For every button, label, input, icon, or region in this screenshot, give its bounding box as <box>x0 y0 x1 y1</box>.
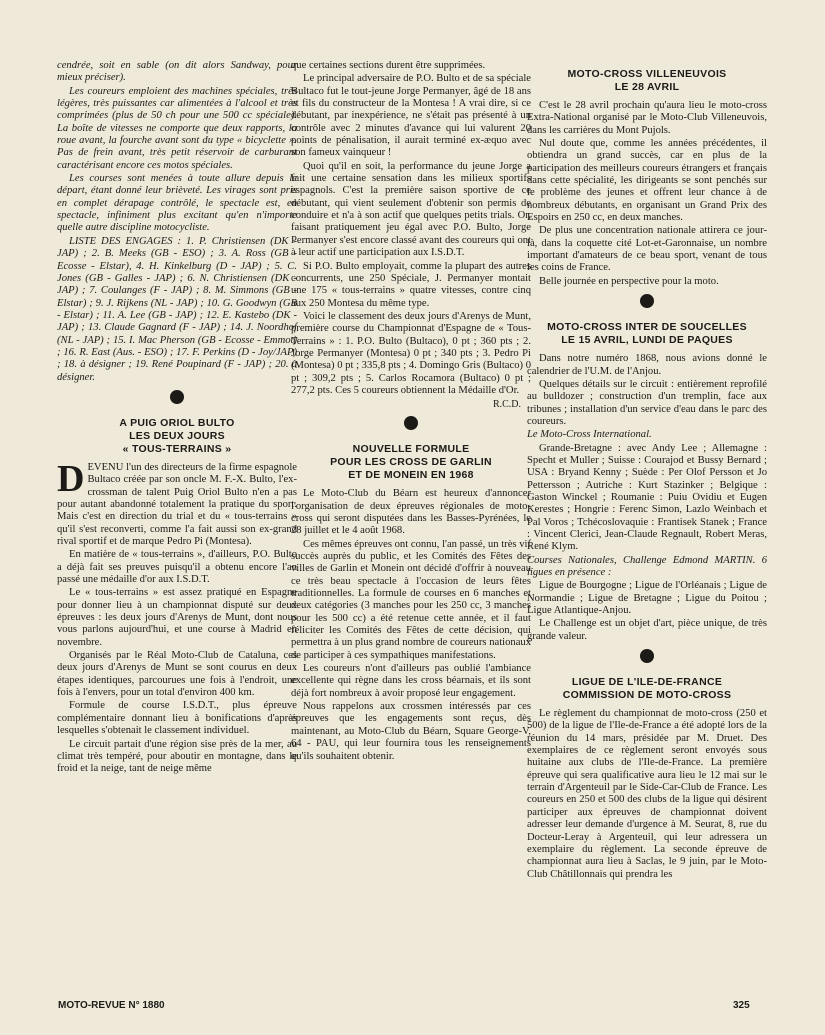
article-title-line: LIGUE DE L'ILE-DE-FRANCE <box>571 676 723 689</box>
body-paragraph: Les coureurs n'ont d'ailleurs pas oublié l'ambiance excellente qui règne dans les cross béarnais, et ils sont déjà fort nombreux à avoir proposé leur engagement. <box>291 663 531 699</box>
body-paragraph: Dans notre numéro 1868, nous avions donné le calendrier de l'U.M. de l'Anjou. <box>527 353 767 377</box>
article-title-line: LE 28 AVRIL <box>614 81 680 93</box>
section-separator-logo <box>527 649 767 668</box>
body-paragraph: que certaines sections durent être supprimées. <box>291 60 486 71</box>
article-title-line: MOTO-CROSS INTER DE SOUCELLES <box>547 321 747 334</box>
body-paragraph: Le règlement du championnat de moto-cross (250 et 500) de la ligue de l'Ile-de-France a été adopté lors de la réunion du 14 mars, présidée par M. Druet. Des exemplaires de ce règlement seront envoyés sous huitaine aux clubs de l'Ile-de-France. La première épreuve qui sera qualificative aura lieu le 12 mai sur le terrain d'Argenteuil par le Side-Car-Club de France. Les coureurs en 250 et 500 des clubs de la ligue qui désirent participer aux épreuves de championnat doivent adresser leur demande d'urgence à M. Seurat, 8, rue du Docteur-Leray à Argenteuil, qui leur adressera un exemplaire du règlement. La seconde épreuve de championnat aura lieu à Saclas, le 9 juin, par le Moto-Club Châtillonnais qui prendra les <box>527 708 767 880</box>
article-title-line: COMMISSION DE MOTO-CROSS <box>562 689 732 702</box>
body-paragraph: Si P.O. Bulto employait, comme la plupart des autres concurrents, une 250 Spéciale, J. Permanyer montait une 175 « tous-terrains » quatre vitesses, contre cinq aux 250 Montesa du même type. <box>291 260 531 309</box>
dropcap-letter: D <box>57 457 85 500</box>
body-paragraph: De plus une concentration nationale attirera ce jour-là, dans la coquette cité Lot-et-Garonnaise, un nombre important d'amateurs de ce beau sport, venant de tous les coins de France. <box>527 225 767 274</box>
body-paragraph: Le « tous-terrains » est assez pratiqué en Espagne pour donner lieu à un championnat disputé sur deux épreuves : les deux jours d'Arenys de Munt, dont nous vous parlons aujourd'hui, et une course à Madrid en novembre. <box>57 587 297 648</box>
subheading: Le Moto-Cross International. <box>527 429 652 441</box>
body-paragraph: Nous rappelons aux crossmen intéressés par ces épreuves que les engagements sont reçus, dès maintenant, au Moto-Club du Béarn, Square George-V, 64 - PAU, qui leur fournira tous les renseignements qu'ils souhaitent obtenir. <box>291 701 531 762</box>
body-paragraph: Le circuit partait d'une région sise près de la mer, au climat très tempéré, pour aboutir en montagne, dans le froid et la neige, tant de neige même <box>57 738 297 775</box>
subheading: Courses Nationales, Challenge Edmond MARTIN. 6 ligues en présence : <box>527 554 767 578</box>
body-paragraph: Formule de course I.S.D.T., plus épreuve complémentaire donnant lieu à bonifications d'après lesquelles s'obtenait le classement individuel. <box>57 700 297 737</box>
intro-paragraph: Les coureurs emploient des machines spéciales, très légères, très puissantes car alimentées à l'alcool et très comprimées (plus de 50 ch pour une 500 cc spéciale). La boîte de vitesses ne comporte que deux rapports, la roue avant, la fourche avant sont du type « bicyclette ». Pas de frein avant, très petit réservoir de carburant caractérisant encore ces motos spéciales. <box>57 85 297 171</box>
body-paragraph: Ligue de Bourgogne ; Ligue de l'Orléanais ; Ligue de Normandie ; Ligue de Bretagne ; Ligue du Poitou ; Ligue Atlantique-Anjou. <box>527 580 767 617</box>
body-paragraph: Quoi qu'il en soit, la performance du jeune Jorge a fait une certaine sensation dans les milieux sportifs espagnols. C'est la première saison sportive de ce débutant, qui vient seulement d'obtenir son permis de conduire et n'a à son actif que quelques petits trials. Or, faisant pratiquement jeu égal avec P.O. Bulto, Jorge Permanyer s'est encore classé avant des coureurs qui ont à leur actif une participation aux I.S.D.T. <box>291 160 531 259</box>
body-paragraph: Organisés par le Réal Moto-Club de Cataluna, ces deux jours d'Arenys de Munt se sont courus en deux étapes identiques, parcourues une fois à l'endroit, une fois à l'envers, pour un total d'environ 400 km. <box>57 650 297 699</box>
column-3 <box>527 68 767 882</box>
body-paragraph: Le Moto-Club du Béarn est heureux d'annoncer l'organisation de deux épreuves régionales de moto-cross qui seront disputées dans les Basses-Pyrénées, le 28 juillet et le 4 août 1968. <box>291 488 531 537</box>
body-paragraph: Quelques détails sur le circuit : entièrement reprofilé au bulldozer ; construction d'un tremplin, face aux tribunes ; installation d'un service d'eau dans le parc des coureurs. <box>527 378 767 427</box>
lead-paragraph: DEVENU l'un des directeurs de la firme espagnole Bultaco créée par son oncle M. F.-X. Bulto, l'ex-crossman de talent Puig Oriol Bulto n'en a pas pour autant abandonné totalement la pratique du sport. Mais c'est en direction du trial et du « tous-terrains » qu'il s'est reconverti, comme l'a fait aussi son ex-grand rival sportif et de marque Pedro Pi (Montesa). <box>57 457 297 547</box>
article-title-line: NOUVELLE FORMULE <box>352 443 470 456</box>
body-paragraph: Ces mêmes épreuves ont connu, l'an passé, un très vif succès auprès du public, et les Comités des Fêtes des villes de Garlin et Monein ont décidé d'offrir à nouveau ce très beau spectacle à l'occasion de leurs fêtes traditionnelles. La formule de courses en 6 manches et deux catégories (3 manches pour les 250 cc, 3 manches pour les 500 cc) a été retenue cette année, et il faut féliciter les Comités des Fêtes de cette décision, qui permettra à un plus grand nombre de coureurs nationaux de participer à ces sympathiques manifestations. <box>291 538 531 661</box>
signature: R.C.D. <box>492 399 521 411</box>
section-separator-logo <box>57 390 297 409</box>
article-title-line: POUR LES CROSS DE GARLIN <box>330 456 492 469</box>
article-title-line: « TOUS-TERRAINS » <box>122 442 232 455</box>
column-1 <box>57 60 297 777</box>
body-paragraph: Grande-Bretagne : avec Andy Lee ; Allemagne : Specht et Muller ; Suisse : Courajod et Bussy Bernard ; USA : Bryand Kenny ; Suède : Per Olof Persson et Jo Pettersson ; Autriche : Kurt Stazinker ; Belgique : Gaston Winckel ; Roumanie : Puiu Ovidiu et Eugen Kerestes ; Hongrie : Ferenc Simon, Lazlo Weinbach et Pal Voros ; Tchécoslovaquie : Frantisek Stanek ; France : Vincent Clerici, Jean-Claude Regnault, Robert Meras, René Klym. <box>527 442 767 553</box>
article-title-line: MOTO-CROSS VILLENEUVOIS <box>567 68 727 80</box>
article-title-line: A PUIG ORIOL BULTO <box>119 416 235 429</box>
body-paragraph: En matière de « tous-terrains », d'ailleurs, P.O. Bulto a déjà fait ses preuves puisqu'il a obtenu encore l'an passé une médaille d'or aux I.S.D.T. <box>57 549 297 586</box>
section-separator-logo <box>291 416 531 435</box>
intro-paragraph: cendrée, soit en sable (on dit alors Sandway, pour mieux préciser). <box>57 60 297 84</box>
engages-list: LISTE DES ENGAGES : 1. P. Christiensen (DK - JAP) ; 2. B. Meeks (GB - ESO) ; 3. A. Ross (GB - Ecosse - Elstar), 4. H. Kinkelburg (D - JAP) ; 5. C. Jones (GB - Galles - JAP) ; 6. N. Christiensen (DK - JAP) ; 7. Coulanges (F - JAP) ; 8. M. Simmons (GB - Elstar) ; 9. J. Rijkens (NL - JAP) ; 10. G. Goodwyn (GB - Elstar) ; 11. A. Lee (GB - JAP) ; 12. E. Kastebo (DK - JAP) ; 13. Claude Gagnard (F - JAP) ; 14. J. Noordhof (NL - JAP) ; 15. I. Mac Pherson (GB - Ecosse - Emmot) ; 16. R. East (Aus. - ESO) ; 17. F. Perkins (D - Joy/JAP) ; 18. à désigner ; 19. René Poupinard (F - JAP) ; 20. à désigner. <box>57 235 297 383</box>
article-title-line: LES DEUX JOURS <box>129 429 225 442</box>
article-title-line: LE 15 AVRIL, LUNDI DE PAQUES <box>561 334 733 347</box>
body-paragraph: Belle journée en perspective pour la moto. <box>539 275 719 287</box>
section-separator-logo <box>527 294 767 313</box>
body-paragraph: Nul doute que, comme les années précédentes, il obtiendra un grand succès, car en plus de la participation des meilleurs coureurs étrangers et français dans cette spécialité, les dirigeants se sont penchés sur le problème des jeunes et offrent leur chance à de nombreux débutants, en organisant un Grand Prix des Espoirs en 250 cc, en deux manches. <box>527 138 767 224</box>
body-paragraph: Voici le classement des deux jours d'Arenys de Munt, première course du Championnat d'Espagne de « Tous-Terrains » : 1. P.O. Bulto (Bultaco), 0 pt ; 360 pts ; 2. Jorge Permanyer (Montesa) 0 pt ; 340 pts ; 3. Pedro Pi (Montesa) 0 pt ; 335,8 pts ; 4. Domingo Gris (Bultaco) 0 pt ; 309,2 pts ; 5. Carlos Rocamora (Bultaco) 0 pt ; 277,2 pts. Ces 5 coureurs obtiennent la Médaille d'Or. <box>291 310 531 396</box>
column-2 <box>291 60 531 764</box>
magazine-issue-footer: MOTO-REVUE N° 1880 <box>58 1000 165 1011</box>
body-paragraph: Le principal adversaire de P.O. Bulto et de sa spéciale Bultaco fut le tout-jeune Jorge Permanyer, âgé de 18 ans et fils du constructeur de la Montesa ! A vrai dire, si ce débutant, par inexpérience, ne s'était pas présenté à un contrôle avec 2 minutes d'avance qui lui valurent 20 points de pénalisation, il aurait terminé ex-æquo avec son fameux vainqueur ! <box>291 73 531 159</box>
page-number: 325 <box>733 1000 750 1011</box>
article-title-line: ET DE MONEIN EN 1968 <box>348 469 474 482</box>
intro-paragraph: Les courses sont menées à toute allure depuis le départ, étant donné leur brièveté. Les virages sont pris en complet dérapage contrôlé, le spectacle est, en spectacle, infiniment plus excitant qu'en n'importe quelle autre discipline motocycliste. <box>57 173 297 234</box>
body-paragraph: C'est le 28 avril prochain qu'aura lieu le moto-cross Extra-National organisé par le Moto-Club Villeneuvois, dans les carrières du Mont Pujols. <box>527 100 767 136</box>
body-paragraph: Le Challenge est un objet d'art, pièce unique, de très grande valeur. <box>527 618 767 642</box>
